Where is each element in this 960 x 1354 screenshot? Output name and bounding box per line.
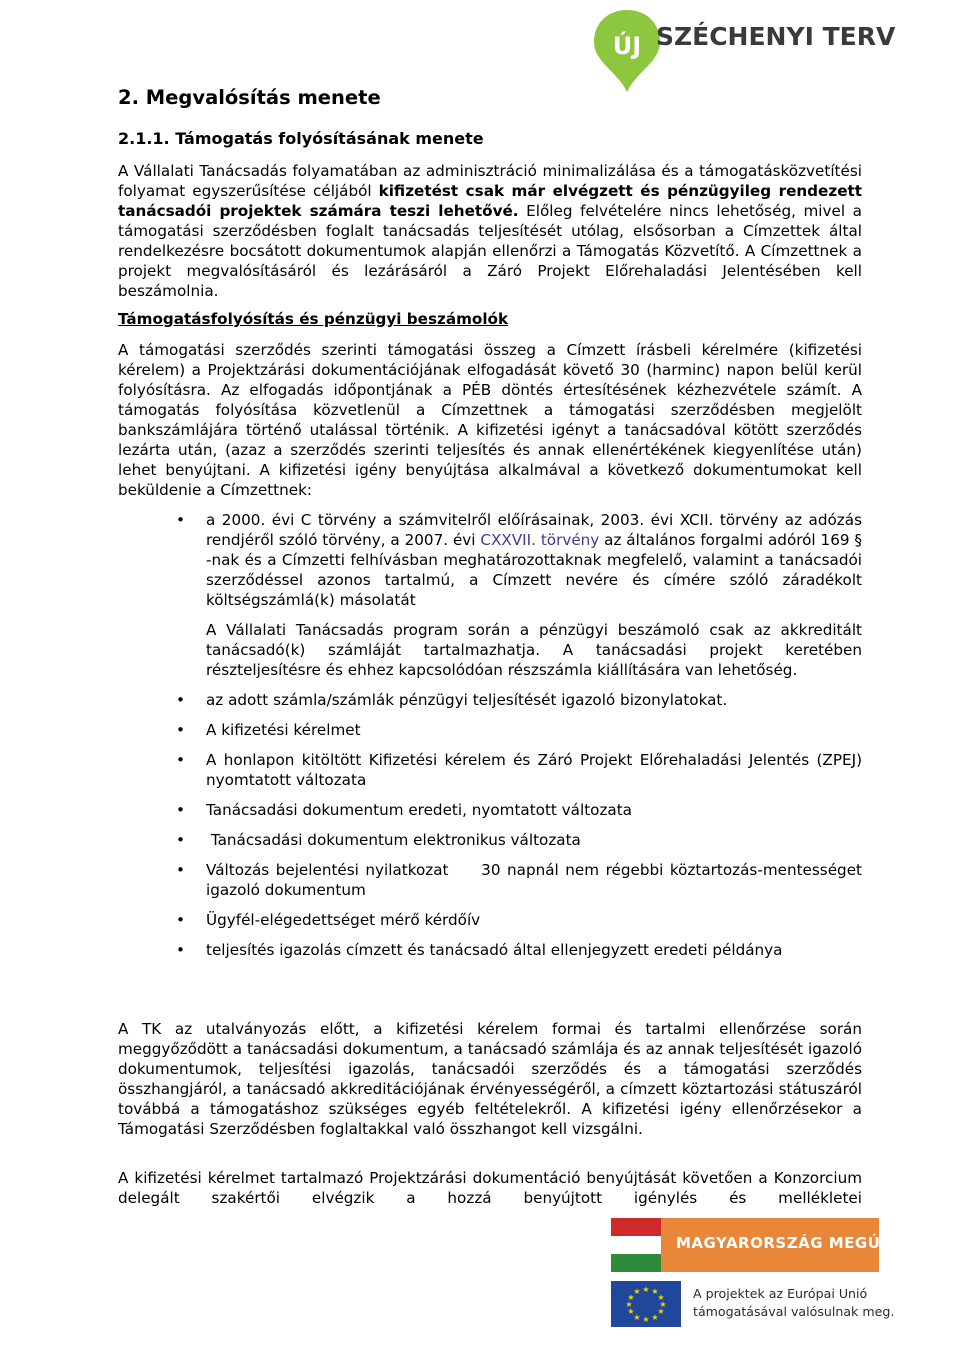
bullet-icon: • [176,511,185,529]
bullet-icon: • [176,911,185,929]
svg-text:★: ★ [651,1287,659,1296]
list-item [118,800,862,820]
eu-line-2: támogatásával valósulnak meg. [693,1304,895,1319]
subsection-title: 2.1.1. Támogatás folyósításának menete [118,129,484,148]
closing-paragraph-1 [118,1019,862,1139]
b1-blue: CXXVII. törvény [480,531,600,549]
payment-heading: Támogatásfolyósítás és pénzügyi beszámolók [118,310,509,328]
svg-text:★: ★ [642,1315,650,1324]
list-item [118,830,862,850]
closing-paragraph-1-text: A TK az utalványozás előtt, a kifizetési kérelem formai és tartalmi ellenőrzése során meggyőződött a tanácsadási dokumentum, a tanácsadó számlája és az annak teljesítését igazoló dokumentumok, teljesítési igazolás, tanácsadói szerződés és a támogatási szerződés összhangjáról, a tanácsadó akkreditációjának érvényességéről, a címzett köztartozási státuszáról továbbá a támogatáshoz szükséges egyéb feltételekről. A kifizetési igény ellenőrzésekor a Támogatási Szerződésben foglaltakkal való összhangot kell vizsgálni. [118,1020,862,1138]
bullet-icon: • [176,691,185,709]
b6-text: Tanácsadási dokumentum elektronikus változata [206,831,581,849]
closing-paragraph-2-text: A kifizetési kérelmet tartalmazó Projektzárási dokumentáció benyújtását követően a Konzorcium delegált szakértői elvégzik a hozzá benyújtott igénylés és mellékletei [118,1169,862,1207]
bullet-icon: • [176,751,185,769]
bullet-icon: • [176,801,185,819]
b1-part2: az általános forgalmi adóról 169 § -nak és a Címzetti felhívásban meghatározottaknak megfelelő, valamint a tanácsadói szerződéssel azonos tartalmú, a Címzett nevére és címére szóló záradékolt költségszámlá(k) másolatát [206,531,862,609]
eu-caption [693,1285,894,1321]
b1-part1: a 2000. évi C törvény a számvitelről előírásainak, 2003. évi XCII. törvény az adózás rendjéről szóló törvény, a 2007. évi [206,511,862,549]
logo-text: SZÉCHENYI TERV [656,22,896,51]
document-list [118,510,867,970]
bullet-icon: • [176,941,185,959]
svg-text:★: ★ [657,1307,665,1316]
list-item [118,940,862,960]
list-item [118,690,862,710]
closing-paragraph-2 [118,1168,862,1208]
svg-text:★: ★ [627,1307,635,1316]
section-title: 2. Megvalósítás menete [118,86,381,109]
intro-part1: A Vállalati Tanácsadás folyamatában az adminisztráció minimalizálása és a támogatásközvetítési folyamat egyszerűsítése céljából [118,162,862,200]
bullet-icon: • [176,831,185,849]
list-item [118,910,862,930]
intro-paragraph [118,161,862,301]
b9-text: teljesítés igazolás címzett és tanácsadó által ellenjegyzett eredeti példánya [206,941,783,959]
svg-text:★: ★ [627,1293,635,1302]
intro-bold: kifizetést csak már elvégzett és pénzügyileg rendezett tanácsadói projektek számára teszi lehetővé. [118,182,863,220]
list-item [118,720,862,740]
payment-paragraph [118,340,862,500]
eu-flag-icon [611,1281,681,1327]
svg-text:★: ★ [659,1300,667,1309]
bullet-icon: • [176,721,185,739]
badge-text: MAGYARORSZÁG MEGÚJUL [676,1234,910,1252]
eu-line-1: A projektek az Európai Unió [693,1286,868,1301]
list-item [118,750,862,790]
b3-text: A kifizetési kérelmet [206,721,361,739]
payment-paragraph-text: A támogatási szerződés szerinti támogatási összeg a Címzett írásbeli kérelmére (kifizetési kérelem) a Projektzárási dokumentációjának elfogadását követő 30 (harminc) napon belül kerül folyósításra. Az elfogadás időpontjának a PÉB döntés értesítésének kézhezvétele számít. A támogatás folyósítása közvetlenül a Címzettnek a támogatási szerződésben megjelölt bankszámlájára történő utalással történik. A kifizetési igényt a tanácsadóval kötött szerződés lezárta után, (azaz a szerződés szerinti teljesítés és annak ellenértékének kiegyenlítése után) lehet benyújtani. A kifizetési igény benyújtása alkalmával a következő dokumentumokat kell beküldenie a Címzettnek: [118,341,862,499]
list-item [118,510,862,680]
svg-text:★: ★ [657,1293,665,1302]
b7-text: Változás bejelentési nyilatkozat 30 napnál nem régebbi köztartozás-mentességet igazoló dokumentum [206,861,867,899]
b5-text: Tanácsadási dokumentum eredeti, nyomtatott változata [206,801,632,819]
svg-text:★: ★ [642,1285,650,1294]
bullet-icon: • [176,861,185,879]
b1-note: A Vállalati Tanácsadás program során a pénzügyi beszámoló csak az akkreditált tanácsadó(k) számláját tartalmazhatja. A tanácsadási projekt keretében részteljesítésre és ehhez kapcsolódóan részszámla kiállítására van lehetőség. [206,621,862,679]
b4-text: A honlapon kitöltött Kifizetési kérelem és Záró Projekt Előrehaladási Jelentés (ZPEJ) nyomtatott változata [206,751,862,789]
payment-heading-block [118,309,862,329]
b2-text: az adott számla/számlák pénzügyi teljesítését igazoló bizonylatokat. [206,691,728,709]
svg-text:★: ★ [651,1313,659,1322]
b8-text: Ügyfél-elégedettséget mérő kérdőív [206,911,481,929]
svg-text:★: ★ [633,1287,641,1296]
intro-part2: Előleg felvételére nincs lehetőség, mivel a támogatási szerződésben foglalt tanácsadás teljesítését utólag, elsősorban a Címzettek által rendelkezésre bocsátott dokumentumok alapján ellenőrzi a Támogatás Közvetítő. A Címzettnek a projekt megvalósításáról és lezárásáról a Záró Projekt Előrehaladási Jelentésében kell beszámolnia. [118,202,862,300]
list-item [118,860,867,900]
svg-text:★: ★ [625,1300,633,1309]
logo-mark: ÚJ [612,32,642,60]
svg-text:★: ★ [633,1313,641,1322]
uj-pin-icon [592,6,662,94]
